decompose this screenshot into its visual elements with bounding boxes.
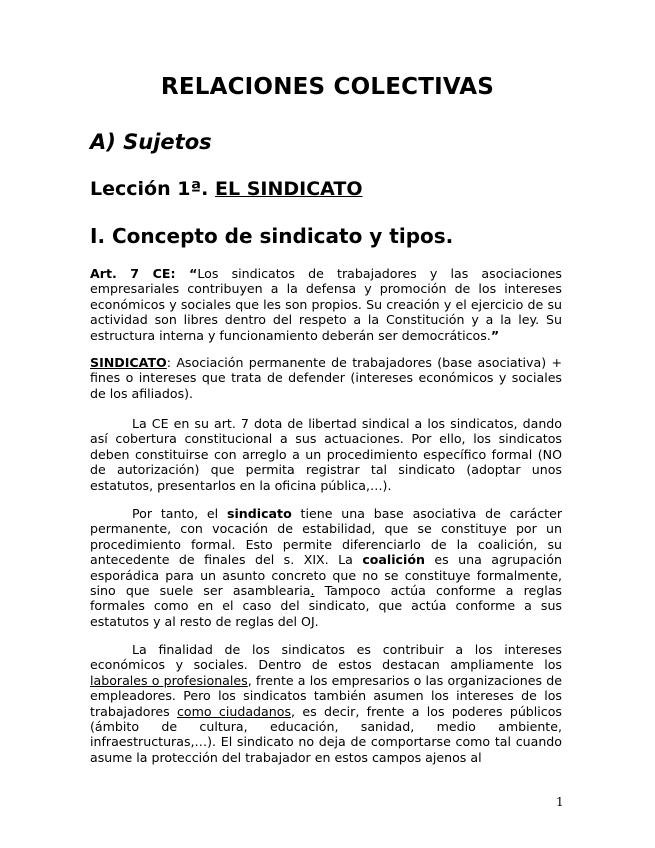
document-title: RELACIONES COLECTIVAS — [160, 74, 495, 100]
page-number: 1 — [556, 795, 564, 809]
definition-text: : Asociación permanente de trabajadores (base asociativa) + fines o intereses que trata de defender (intereses económicos y sociales de los afiliados). — [90, 355, 562, 401]
article-text: Los sindicatos de trabajadores y las asociaciones empresariales contribuyen a la defensa y promoción de los intereses económicos y sociales que les son propios. Su creación y el ejercicio de su actividad son libres dentro del respeto a la Constitución y a la ley. Su estructura interna y funcionamiento deberán ser democráticos. — [90, 266, 562, 343]
term-sindicato: sindicato — [226, 506, 292, 521]
term-laborales: laborales o profesionales — [90, 672, 248, 688]
constitution-paragraph: La CE en su art. 7 dota de libertad sindical a los sindicatos, dando así cobertura constitucional a sus actuaciones. Por ello, los sindicatos deben constituirse con arreglo a un procedimiento específico formal (NO de autorización) que permita registrar tal sindicato (adoptar unos estatutos, presentarlos en la oficina pública,…). — [90, 416, 562, 493]
purpose-text-1: La finalidad de los sindicatos es contribuir a los intereses económicos y sociales. Dentro de estos destacan ampliamente los — [90, 642, 562, 673]
coalition-text-2: tiene una base asociativa de carácter permanente, con vocación de estabilidad, que se constituye por un procedimiento formal. Esto permite diferenciarlo de la coalición, su antecedente de finales del s. XIX. La — [90, 506, 562, 568]
subsection-heading: I. Concepto de sindicato y tipos. — [90, 224, 454, 248]
lesson-name: EL SINDICATO — [215, 178, 363, 200]
coalition-text-1: Por tanto, el — [132, 506, 227, 521]
section-heading: A) Sujetos — [90, 130, 212, 154]
article-close-quote: ” — [490, 327, 500, 343]
lesson-prefix: Lección 1ª. — [90, 178, 209, 200]
coalition-text-4: Tampoco actúa conforme a reglas formales como en el caso del sindicato, que actúa conforme a sus estatutos y al resto de reglas del OJ. — [90, 583, 562, 629]
purpose-paragraph — [90, 642, 562, 765]
term-ciudadanos: como ciudadanos — [177, 703, 292, 719]
lesson-heading — [90, 178, 363, 200]
purpose-text-2: , frente a los empresarios o las organizaciones de empleadores. Pero los sindicatos también asumen los intereses de los trabajadores — [90, 672, 562, 719]
purpose-text-3: , es decir, frente a los poderes públicos (ámbito de cultura, educación, sanidad, medio ambiente, infraestructuras,…). El sindicato no deja de comportarse como tal cuando asume la protección del trabajador en estos campos ajenos al — [90, 703, 562, 765]
article-label: Art. 7 CE: — [90, 266, 176, 281]
article-quote-paragraph — [90, 266, 562, 343]
article-open-quote: “ — [175, 266, 198, 281]
definition-paragraph — [90, 355, 562, 401]
coalition-paragraph — [90, 506, 562, 629]
definition-term: SINDICATO — [90, 355, 167, 370]
term-coalicion: coalición — [362, 552, 425, 568]
coalition-text-3: es una agrupación esporádica para un asunto concreto que no se constituye formalmente, sino que suele ser asamblearia — [90, 552, 562, 599]
underlined-period: . — [310, 583, 315, 599]
